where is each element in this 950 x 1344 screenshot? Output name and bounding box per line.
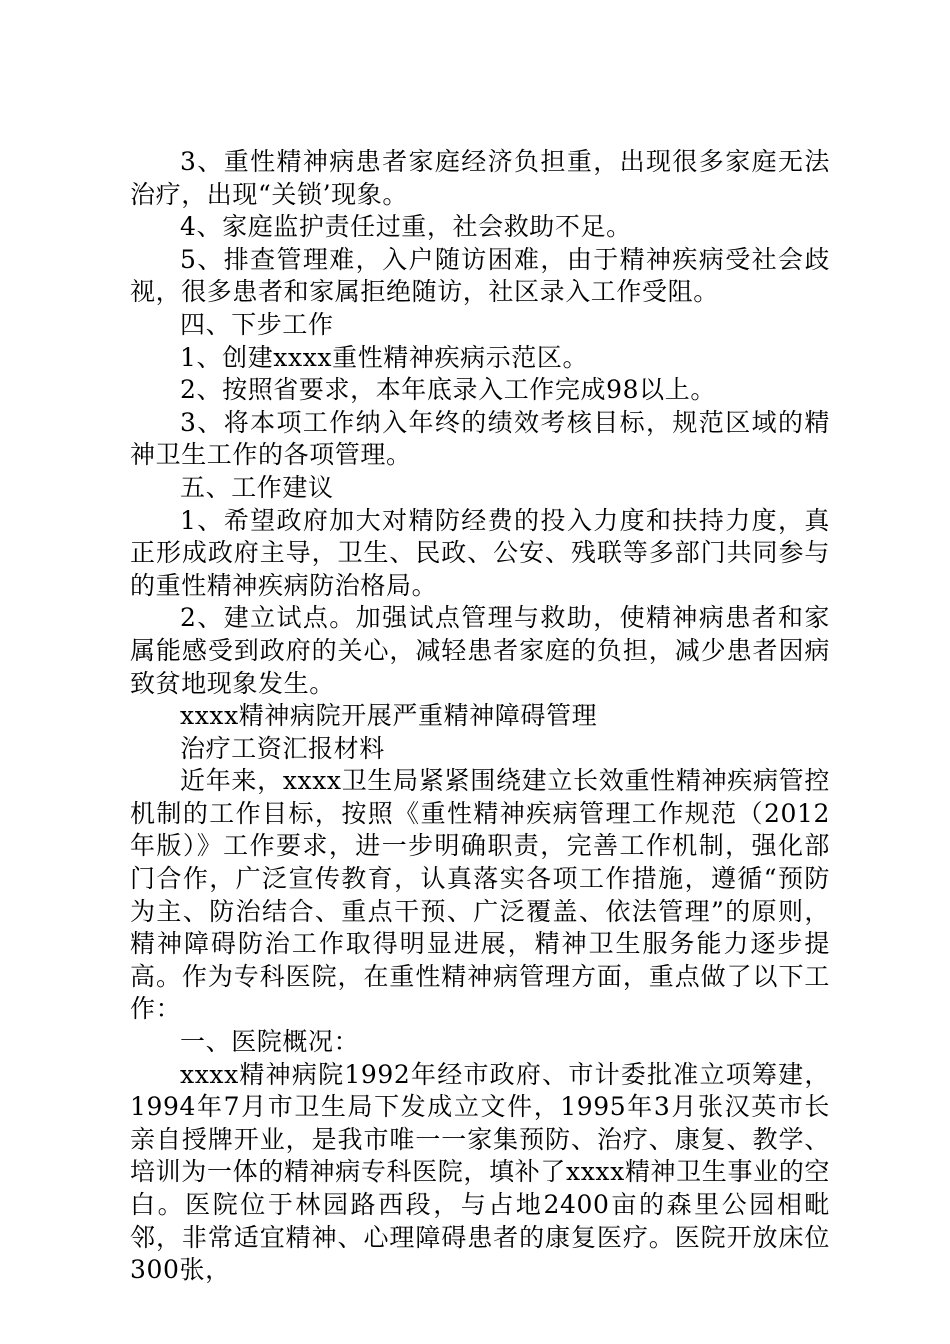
- paragraph: 2、按照省要求，本年底录入工作完成98以上。: [180, 375, 716, 405]
- document-body: [130, 146, 830, 1287]
- paragraph: 1、希望政府加大对精防经费的投入力度和扶持力度，真正形成政府主导，卫生、民政、公安、残联等多部门共同参与的重性精神疾病防治格局。: [130, 505, 830, 600]
- paragraph: 2、建立试点。加强试点管理与救助，使精神病患者和家属能感受到政府的关心，减轻患者家庭的负担，减少患者因病致贫地现象发生。: [130, 603, 830, 698]
- section-heading: 一、医院概况：: [180, 1027, 360, 1057]
- paragraph: 近年来，xxxx卫生局紧紧围绕建立长效重性精神疾病管控机制的工作目标，按照《重性精神疾病管理工作规范（2012年版）》工作要求，进一步明确职责，完善工作机制，强化部门合作，广泛宣传教育，认真落实各项工作措施，遵循“预防为主、防治结合、重点干预、广泛覆盖、依法管理”的原则，精神障碍防治工作取得明显进展，精神卫生服务能力逐步提高。作为专科医院，在重性精神病管理方面，重点做了以下工作：: [130, 766, 830, 1024]
- paragraph: 4、家庭监护责任过重，社会救助不足。: [180, 212, 632, 242]
- paragraph: xxxx精神病院1992年经市政府、市计委批准立项筹建，1994年7月市卫生局下发成立文件，1995年3月张汉英市长亲自授牌开业，是我市唯一一家集预防、治疗、康复、教学、培训为一体的精神病专科医院，填补了xxxx精神卫生事业的空白。医院位于林园路西段，与占地2400亩的森里公园相毗邻，非常适宜精神、心理障碍患者的康复医疗。医院开放床位300张，: [130, 1059, 830, 1285]
- section-heading: 五、工作建议: [180, 472, 334, 502]
- section-heading: 四、下步工作: [180, 309, 334, 339]
- paragraph: 3、重性精神病患者家庭经济负担重，出现很多家庭无法治疗，出现“关锁’现象。: [130, 147, 830, 209]
- document-title-line-2: 治疗工资汇报材料: [180, 733, 385, 763]
- paragraph: 5、排查管理难，入户随访困难，由于精神疾病受社会歧视，很多患者和家属拒绝随访，社区录入工作受阻。: [130, 244, 830, 307]
- document-title-line-1: xxxx精神病院开展严重精神障碍管理: [180, 701, 598, 731]
- paragraph: 1、创建xxxx重性精神疾病示范区。: [180, 342, 589, 372]
- paragraph: 3、将本项工作纳入年终的绩效考核目标，规范区域的精神卫生工作的各项管理。: [130, 407, 830, 470]
